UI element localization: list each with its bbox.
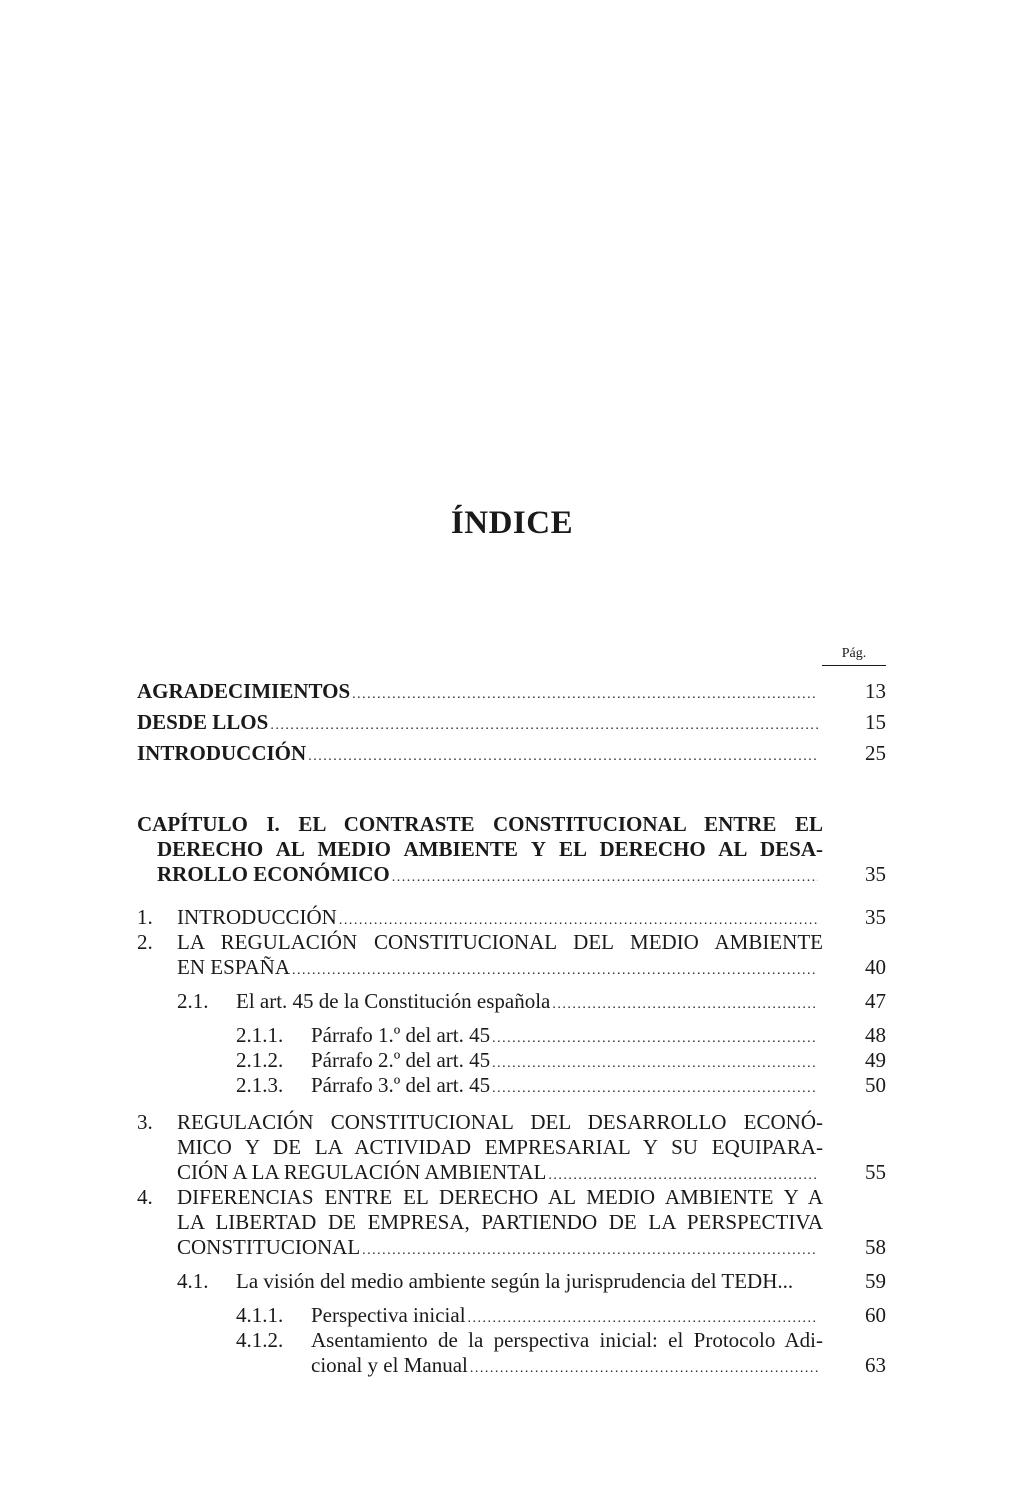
toc-page-number: 50	[865, 1073, 886, 1097]
dot-leader	[362, 1238, 818, 1263]
toc-entry-line: LA REGULACIÓN CONSTITUCIONAL DEL MEDIO AMBIENTE	[177, 930, 823, 954]
toc-page-number: 35	[865, 905, 886, 929]
toc-entry-label: DESDE LLOS	[137, 710, 269, 734]
section-number: 4.1.	[177, 1269, 209, 1293]
toc-entry-label: EN ESPAÑA	[177, 955, 290, 979]
toc-page-number: 35	[865, 862, 886, 886]
dot-leader	[292, 958, 818, 983]
toc-entry-line: LA LIBERTAD DE EMPRESA, PARTIENDO DE LA PERSPECTIVA	[177, 1210, 823, 1234]
toc-entry-label: RROLLO ECONÓMICO	[157, 862, 390, 886]
toc-entry-line: Asentamiento de la perspectiva inicial: el Protocolo Adi-	[311, 1328, 823, 1352]
toc-page-number: 60	[865, 1303, 886, 1327]
toc-entry-label: cional y el Manual	[311, 1353, 468, 1377]
toc-page-number: 63	[865, 1353, 886, 1377]
section-number: 2.1.3.	[236, 1073, 284, 1097]
dot-leader	[308, 744, 818, 769]
toc-entry-label: Párrafo 3.º del art. 45	[311, 1073, 491, 1097]
toc-page-number: 15	[865, 710, 886, 734]
toc-entry-label: INTRODUCCIÓN	[177, 905, 337, 929]
toc-page-number: 55	[865, 1160, 886, 1184]
toc-entry-label: CONSTITUCIONAL	[177, 1235, 361, 1259]
toc-page-number: 48	[865, 1023, 886, 1047]
dot-leader	[270, 713, 818, 738]
section-number: 2.1.1.	[236, 1023, 284, 1047]
dot-leader	[352, 682, 818, 707]
toc-entry-label: INTRODUCCIÓN	[137, 741, 307, 765]
toc-entry-line: REGULACIÓN CONSTITUCIONAL DEL DESARROLLO ECONÓ-	[177, 1110, 823, 1134]
toc-page-number: 49	[865, 1048, 886, 1072]
section-number: 2.1.2.	[236, 1048, 284, 1072]
section-number: 1.	[137, 905, 153, 929]
page-column-header: Pág.	[822, 646, 886, 666]
toc-entry-label: Perspectiva inicial	[311, 1303, 466, 1327]
section-number: 4.1.1.	[236, 1303, 284, 1327]
toc-page-number: 25	[865, 741, 886, 765]
dot-leader	[470, 1356, 818, 1381]
section-number: 3.	[137, 1110, 153, 1134]
section-number: 2.1.	[177, 989, 209, 1013]
toc-entry-line: CAPÍTULO I. EL CONTRASTE CONSTITUCIONAL ENTRE EL	[137, 812, 823, 836]
toc-page-number: 47	[865, 989, 886, 1013]
toc-page-number: 59	[865, 1269, 886, 1293]
toc-page-number: 40	[865, 955, 886, 979]
toc-page-number: 13	[865, 679, 886, 703]
dot-leader	[392, 865, 818, 890]
toc-entry-label: La visión del medio ambiente según la jurisprudencia del TEDH...	[236, 1269, 794, 1293]
toc-entry-label: Párrafo 2.º del art. 45	[311, 1048, 491, 1072]
toc-entry-line: MICO Y DE LA ACTIVIDAD EMPRESARIAL Y SU EQUIPARA-	[177, 1135, 823, 1159]
dot-leader	[492, 1076, 818, 1101]
toc-entry-label: CIÓN A LA REGULACIÓN AMBIENTAL	[177, 1160, 547, 1184]
toc-page-number: 58	[865, 1235, 886, 1259]
section-number: 2.	[137, 930, 153, 954]
page-title: ÍNDICE	[450, 505, 574, 541]
dot-leader	[552, 992, 818, 1017]
toc-entry-label: Párrafo 1.º del art. 45	[311, 1023, 491, 1047]
section-number: 4.1.2.	[236, 1328, 284, 1352]
section-number: 4.	[137, 1185, 153, 1209]
toc-entry-line: DERECHO AL MEDIO AMBIENTE Y EL DERECHO AL DESA-	[157, 837, 823, 861]
toc-entry-label: AGRADECIMIENTOS	[137, 679, 351, 703]
toc-entry-line: DIFERENCIAS ENTRE EL DERECHO AL MEDIO AMBIENTE Y A	[177, 1185, 823, 1209]
toc-entry-label: El art. 45 de la Constitución española	[236, 989, 551, 1013]
